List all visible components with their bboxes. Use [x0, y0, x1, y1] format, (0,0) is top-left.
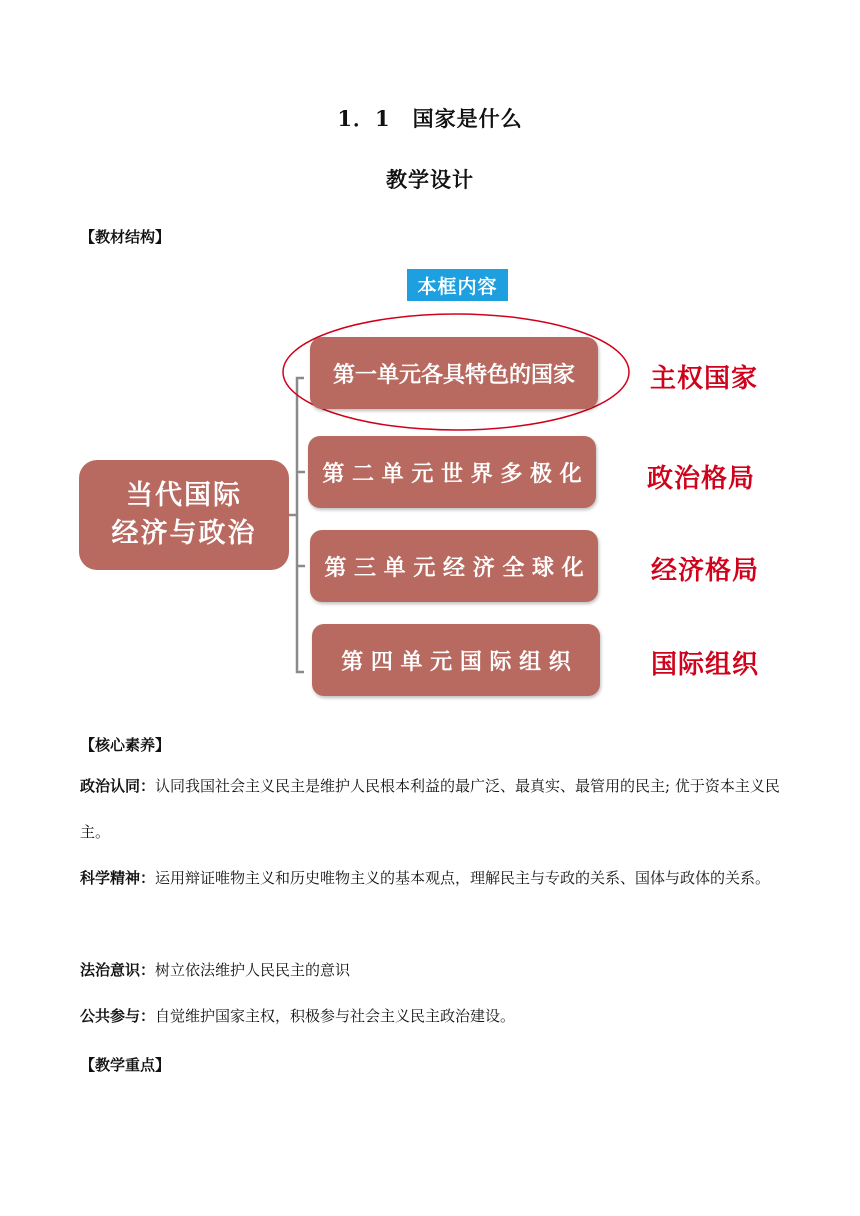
literacy-term: 科学精神：	[80, 869, 156, 887]
literacy-scientific-spirit	[80, 855, 785, 901]
literacy-text: 运用辩证唯物主义和历史唯物主义的基本观点，理解民主与专政的关系、国体与政体的关系。	[155, 869, 771, 887]
root-node	[79, 460, 289, 570]
unit-2-outcome: 政治格局	[647, 464, 756, 494]
literacy-public-participation	[80, 993, 785, 1039]
literacy-term: 公共参与：	[80, 1007, 156, 1025]
unit-4-box: 第 四 单 元 国 际 组 织	[312, 624, 600, 696]
root-label-line2: 经济与政治	[111, 518, 257, 549]
unit-1-outcome: 主权国家	[650, 364, 759, 394]
section-heading-structure: 【教材结构】	[80, 228, 171, 246]
page-title: 1．1 国家是什么	[337, 106, 523, 131]
unit-3-outcome: 经济格局	[651, 556, 760, 586]
unit-2-box: 第 二 单 元 世 界 多 极 化	[308, 436, 596, 508]
section-heading-literacy: 【核心素养】	[80, 736, 171, 754]
literacy-term: 政治认同：	[80, 777, 156, 795]
unit-3-box: 第 三 单 元 经 济 全 球 化	[310, 530, 598, 602]
content-tag: 本框内容	[407, 269, 508, 301]
literacy-text: 自觉维护国家主权，积极参与社会主义民主政治建设。	[155, 1007, 516, 1025]
literacy-text: 认同我国社会主义民主是维护人民根本利益的最广泛、最真实、最管用的民主; 优于资本主义民主。	[80, 777, 780, 841]
literacy-text: 树立依法维护人民民主的意识	[155, 961, 351, 979]
page-subtitle: 教学设计	[386, 167, 474, 192]
literacy-term: 法治意识：	[80, 961, 156, 979]
literacy-political-identity	[80, 763, 785, 855]
unit-1-box: 第一单元各具特色的国家	[310, 337, 598, 409]
section-heading-focus: 【教学重点】	[80, 1056, 171, 1074]
literacy-rule-of-law	[80, 947, 785, 993]
unit-4-outcome: 国际组织	[651, 650, 760, 680]
root-label-line1: 当代国际	[126, 480, 242, 511]
